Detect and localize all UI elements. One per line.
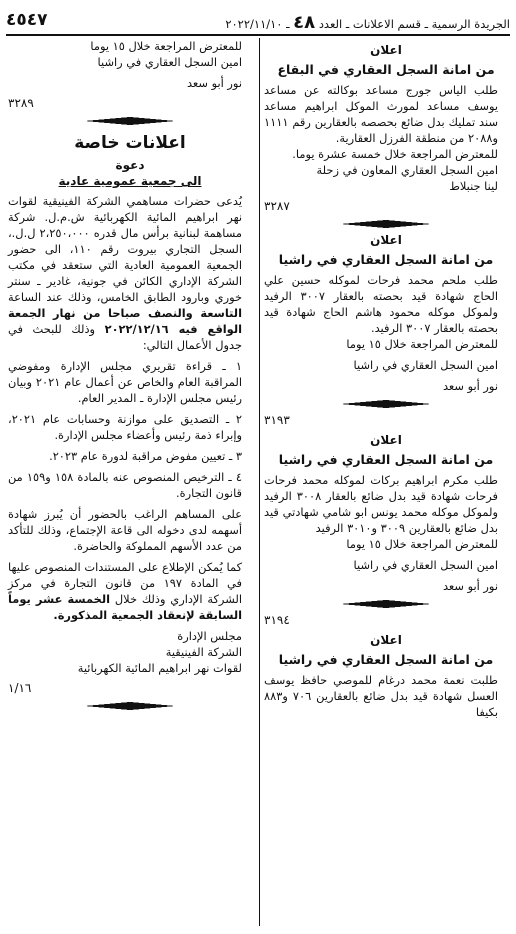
notice-body: طلب مكرم ابراهيم بركات لموكله محمد فرحات فرحات شهادة قيد بدل ضائع بالعقار ٣٠٠٨ الرفيد ولموكل موكله محمد يونس ابو شامي شهادتي قيد بدل ضائع بالعقارين ٣٠٠٩ و٣٠١٠ الرفيد	[264, 473, 499, 535]
notice-ref: ١/١٦	[8, 681, 32, 695]
signature-company: الشركة الفينيقية	[165, 645, 242, 659]
intro-end: وذلك للبحث في جدول الأعمال التالي:	[8, 322, 242, 352]
signature-company-full: لقوات نهر ابراهيم المائية الكهربائية	[77, 661, 242, 675]
notice-signatory: نور أبو سعد	[442, 379, 498, 393]
notice-deadline: للمعترض المراجعة خلال ١٥ يوما	[346, 337, 498, 351]
notice-deadline: للمعترض المراجعة خلال ١٥ يوما	[346, 537, 498, 551]
notice-label: اعلان	[370, 433, 402, 447]
notice-body: طلب ملحم محمد فرحات لموكله حسين علي الحاج شهادة قيد بحصته بالعقار ٣٠٠٧ الرفيد ولموكل موكله محمود هاشم الحاج شهادة قيد بحصته بالعقار ٣٠٠٧ الرفيد.	[264, 273, 498, 335]
page-number: ٤٥٤٧	[6, 10, 48, 30]
notice-ref: ٣٢٨٧	[264, 199, 290, 213]
column-rule	[259, 38, 260, 926]
notice-body: طلب الياس جورج مساعد بوكالته عن مساعد يوسف مساعد لمورث الموكل ابراهيم مساعد سند تمليك بدل ضائع بحصصه بالعقارين رقم ١١١١ و٢٠٨٨ من منطقة الفرزل العقارية.	[264, 83, 498, 145]
notice-body: طلبت نعمة محمد درغام للموصي حافظ يوسف العسل شهادة قيد بدل ضائع بالعقارين ٧٠٦ و٨٨٣ بكيفا	[264, 673, 499, 719]
section-title: اعلانات خاصة	[74, 133, 186, 153]
invitation-intro	[8, 193, 252, 353]
meeting-time: التاسعة والنصف صباحا من نهار الجمعة الواقع فيه ٢٠٢٢/١٢/١٦	[8, 306, 243, 336]
divider-ornament	[264, 400, 508, 408]
divider-ornament	[8, 702, 252, 710]
documents-text: كما يُمكن الإطلاع على المستندات المنصوص عليها في المادة ١٩٧ من قانون التجارة في مركز الشركة الإداري وذلك خلال	[8, 560, 243, 606]
notice-deadline: للمعترض المراجعة خلال ١٥ يوما	[90, 39, 242, 53]
notice-signatory: نور أبو سعد	[186, 76, 242, 90]
agenda-item-4: ٤ ـ الترخيص المنصوص عنه بالمادة ١٥٨ و١٥٩ من قانون التجارة.	[8, 470, 243, 500]
documents-period: الخمسة عشر يوماً السابقة لإنعقاد الجمعية المذكورة.	[8, 592, 242, 622]
divider-ornament	[264, 220, 508, 228]
notice-ref: ٣١٩٤	[264, 613, 290, 627]
notice-title: من امانة السجل العقاري في راشيا	[278, 252, 494, 267]
attendance-paragraph: على المساهم الراغب بالحضور أن يُبرز شهادة أسهمه لدى دخوله الى قاعة الإجتماع، وذلك للتأكد من عدد الأسهم المملوكة والحاضرة.	[8, 507, 242, 553]
running-head-text: الجريدة الرسمية ـ قسم الاعلانات ـ العدد	[318, 17, 510, 31]
running-head	[225, 12, 510, 33]
notice-signatory: نور أبو سعد	[442, 579, 498, 593]
notice-label: اعلان	[370, 43, 402, 57]
notice-title: من امانة السجل العقاري في راشيا	[278, 452, 494, 467]
documents-paragraph	[8, 559, 252, 623]
notice-label: اعلان	[370, 633, 402, 647]
invitation-subheading: الى جمعية عمومية عادية	[58, 174, 202, 188]
right-column	[264, 38, 508, 926]
notice-signatory: لينا جنبلاط	[449, 179, 498, 193]
intro-text: يُدعى حضرات مساهمي الشركة الفينيقية لقوات نهر ابراهيم المائية الكهربائية ش.م.ل. شركة مساهمة لبنانية برأس مال قدره ٢،٢٥٠،٠٠٠ ل.ل.، السجل التجاري بيروت رقم ١١٠، الى حضور الجمعية العمومية العادية التي ستعقد في مكتب الشركة الإداري الكائن في جونية، غادير ـ سنتر خوري وبارود الطابق الخامس، وذلك عند الساعة	[8, 194, 242, 304]
notice-label: اعلان	[370, 233, 402, 247]
signature-board: مجلس الإدارة	[177, 629, 242, 643]
divider-ornament	[8, 117, 252, 125]
header-rule	[6, 34, 510, 36]
notice-ref: ٣٢٨٩	[8, 96, 34, 110]
notice-deadline: للمعترض المراجعة خلال خمسة عشرة يوما.	[292, 147, 498, 161]
agenda-item-3: ٣ ـ تعيين مفوض مراقبة لدورة عام ٢٠٢٣.	[49, 449, 242, 463]
divider-ornament	[264, 600, 508, 608]
invitation-heading: دعوة	[115, 158, 145, 172]
notice-title: من امانة السجل العقاري في راشيا	[278, 652, 494, 667]
left-column	[8, 38, 252, 926]
notice-signature: امين السجل العقاري المعاون في زحلة	[316, 163, 498, 177]
agenda-item-2: ٢ ـ التصديق على موازنة وحسابات عام ٢٠٢١، وإبراء ذمة رئيس وأعضاء مجلس الإدارة.	[8, 412, 242, 442]
issue-date: ـ ٢٠٢٢/١١/١٠	[225, 17, 290, 31]
notice-signature: امين السجل العقاري في راشيا	[353, 558, 498, 572]
agenda-item-1: ١ ـ قراءة تقريري مجلس الإدارة ومفوضي المراقبة العام والخاص عن أعمال عام ٢٠٢١ وبيان رئيس مجلس الإدارة ـ المدير العام.	[8, 359, 242, 405]
notice-ref: ٣١٩٣	[264, 413, 290, 427]
page-header	[6, 8, 510, 34]
notice-signature: امين السجل العقاري في راشيا	[353, 358, 498, 372]
notice-signature: امين السجل العقاري في راشيا	[97, 55, 242, 69]
notice-title: من امانة السجل العقاري في البقاع	[277, 62, 495, 77]
issue-number: ٤٨	[293, 12, 316, 33]
